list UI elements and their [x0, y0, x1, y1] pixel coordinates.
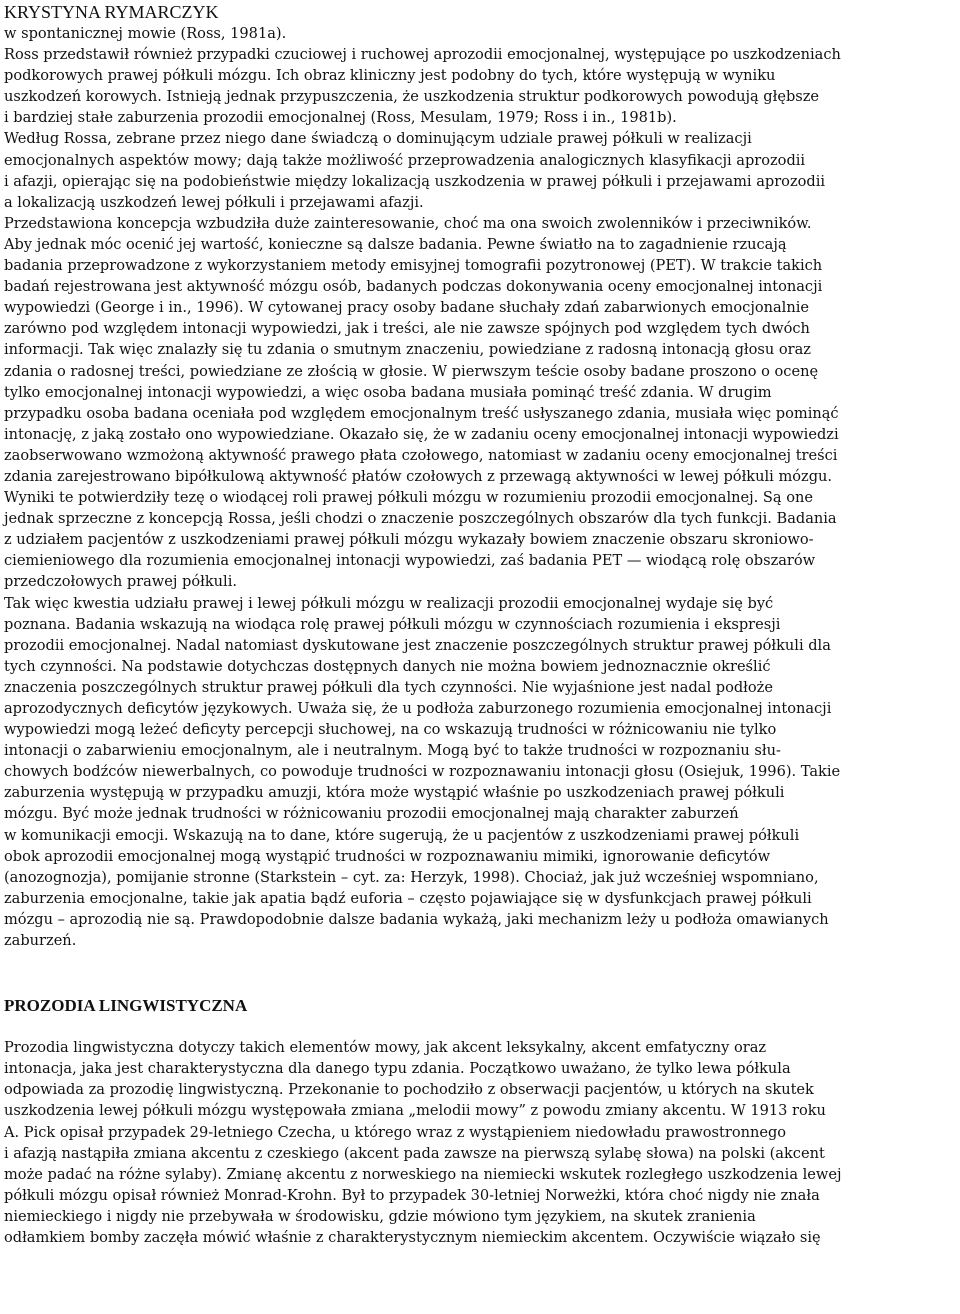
- text-line: mózgu. Być może jednak trudności w różnicowaniu prozodii emocjonalnej mają charakter zaburzeń: [4, 805, 739, 823]
- text-line: badania przeprowadzone z wykorzystaniem metody emisyjnej tomografii pozytronowej (PET). W trakcie takich: [4, 257, 823, 275]
- text-line: intonacja, jaka jest charakterystyczna dla danego typu zdania. Początkowo uważano, że tylko lewa półkula: [4, 1060, 791, 1078]
- text-line: a lokalizacją uszkodzeń lewej półkuli i przejawami afazji.: [4, 193, 424, 211]
- text-line: w spontanicznej mowie (Ross, 1981a).: [4, 25, 287, 42]
- text-line: Tak więc kwestia udziału prawej i lewej półkuli mózgu w realizacji prozodii emocjonalnej wydaje się być: [4, 594, 774, 612]
- text-line: intonację, z jaką zostało ono wypowiedziane. Okazało się, że w zadaniu oceny emocjonalnej intonacji wypowiedzi: [4, 425, 839, 443]
- text-line: jednak sprzeczne z koncepcją Rossa, jeśli chodzi o znaczenie poszczególnych obszarów dla tych funkcji. Badania: [4, 510, 837, 528]
- text-line: wypowiedzi (George i in., 1996). W cytowanej pracy osoby badane słuchały zdań zabarwionych emocjonalnie: [4, 299, 810, 317]
- text-line: chowych bodźców niewerbalnych, co powoduje trudności w rozpoznawaniu intonacji głosu (Osiejuk, 1996). Takie: [4, 763, 841, 781]
- text-line: i afazją nastąpiła zmiana akcentu z czeskiego (akcent pada zawsze na pierwszą sylabę słowa) na polski (akcent: [4, 1144, 825, 1162]
- text-line: tych czynności. Na podstawie dotychczas dostępnych danych nie można bowiem jednoznacznie określić: [4, 657, 771, 675]
- text-line: badań rejestrowana jest aktywność mózgu osób, badanych podczas dokonywania oceny emocjonalnej intonacji: [4, 278, 823, 296]
- text-line: obok aprozodii emocjonalnej mogą wystąpić trudności w rozpoznawaniu mimiki, ignorowanie deficytów: [4, 847, 771, 865]
- section-gap: [4, 951, 952, 993]
- text-line: uszkodzeń korowych. Istnieją jednak przypuszczenia, że uszkodzenia struktur podkorowych powodują głębsze: [4, 88, 820, 106]
- text-line: niemieckiego i nigdy nie przebywała w środowisku, gdzie mówiono tym językiem, na skutek zranienia: [4, 1207, 756, 1225]
- text-line: Aby jednak móc ocenić jej wartość, konieczne są dalsze badania. Pewne światło na to zagadnienie rzucają: [4, 235, 787, 253]
- text-line: prozodii emocjonalnej. Nadal natomiast dyskutowane jest znaczenie poszczególnych struktur prawej półkuli dla: [4, 636, 831, 654]
- text-line: przypadku osoba badana oceniała pod względem emocjonalnym treść usłyszanego zdania, musiała więc pominąć: [4, 404, 839, 422]
- text-line: intonacji o zabarwieniu emocjonalnym, ale i neutralnym. Mogą być to także trudności w rozpoznaniu słu-: [4, 742, 781, 760]
- text-line: półkuli mózgu opisał również Monrad-Krohn. Był to przypadek 30-letniej Norweżki, która choć nigdy nie znała: [4, 1186, 820, 1204]
- text-line: zaburzeń.: [4, 932, 77, 950]
- text-line: Przedstawiona koncepcja wzbudziła duże zainteresowanie, choć ma ona swoich zwolenników i przeciwników.: [4, 214, 812, 232]
- text-line: zaburzenia emocjonalne, takie jak apatia bądź euforia – często pojawiające się w dysfunkcjach prawej półkuli: [4, 889, 812, 907]
- text-line: i bardziej stałe zaburzenia prozodii emocjonalnej (Ross, Mesulam, 1979; Ross i in., 1981b).: [4, 109, 677, 127]
- text-line: A. Pick opisał przypadek 29-letniego Czecha, u którego wraz z wystąpieniem niedowładu prawostronnego: [4, 1123, 787, 1141]
- text-line: w komunikacji emocji. Wskazują na to dane, które sugerują, że u pacjentów z uszkodzeniami prawej półkuli: [4, 826, 800, 844]
- body-text-main: [4, 23, 952, 951]
- text-line: odłamkiem bomby zaczęła mówić właśnie z charakterystycznym niemieckim akcentem. Oczywiście wiązało się: [4, 1228, 821, 1246]
- text-line: emocjonalnych aspektów mowy; dają także możliwość przeprowadzenia analogicznych klasyfikacji aprozodii: [4, 151, 806, 169]
- section-heading-wrap: [4, 993, 952, 1017]
- text-line: ciemieniowego dla rozumienia emocjonalnej intonacji wypowiedzi, zaś badania PET — wiodącą rolę obszarów: [4, 552, 816, 570]
- text-line: zaburzenia występują w przypadku amuzji, która może wystąpić właśnie po uszkodzeniach prawej półkuli: [4, 784, 785, 802]
- text-line: Prozodia lingwistyczna dotyczy takich elementów mowy, jak akcent leksykalny, akcent emfatyczny oraz: [4, 1039, 767, 1057]
- body-text-section: [4, 1037, 952, 1248]
- text-line: znaczenia poszczególnych struktur prawej półkuli dla tych czynności. Nie wyjaśnione jest nadal podłoże: [4, 678, 773, 696]
- section-heading: PROZODIA LINGWISTYCZNA: [4, 996, 248, 1016]
- text-line: i afazji, opierając się na podobieństwie między lokalizacją uszkodzenia w prawej półkuli i przejawami aprozodii: [4, 172, 826, 190]
- text-line: Według Rossa, zebrane przez niego dane świadczą o dominującym udziale prawej półkuli w realizacji: [4, 130, 752, 148]
- text-line: (anozognozja), pomijanie stronne (Starkstein – cyt. za: Herzyk, 1998). Chociaż, jak już wcześniej wspomniano,: [4, 868, 819, 886]
- text-line: tylko emocjonalnej intonacji wypowiedzi, a więc osoba badana musiała pominąć treść zdania. W drugim: [4, 383, 772, 401]
- text-line: zarówno pod względem intonacji wypowiedzi, jak i treści, ale nie zawsze spójnych pod względem tych dwóch: [4, 320, 810, 338]
- text-line: wypowiedzi mogą leżeć deficyty percepcji słuchowej, na co wskazują trudności w różnicowaniu nie tylko: [4, 721, 777, 739]
- text-line: podkorowych prawej półkuli mózgu. Ich obraz kliniczny jest podobny do tych, które występują w wyniku: [4, 67, 776, 85]
- text-line: zdania zarejestrowano bipółkulową aktywność płatów czołowych z przewagą aktywności w lewej półkuli mózgu.: [4, 467, 833, 485]
- text-line: może padać na różne sylaby). Zmianę akcentu z norweskiego na niemiecki wskutek rozległego uszkodzenia lewej: [4, 1165, 842, 1183]
- text-line: przedczołowych prawej półkuli.: [4, 573, 238, 591]
- text-line: aprozodycznych deficytów językowych. Uważa się, że u podłoża zaburzonego rozumienia emocjonalnej intonacji: [4, 700, 832, 717]
- text-line: zdania o radosnej treści, powiedziane ze złością w głosie. W pierwszym teście osoby badane proszono o ocenę: [4, 362, 819, 380]
- text-line: uszkodzenia lewej półkuli mózgu występowała zmiana „melodii mowy” z powodu zmiany akcentu. W 1913 roku: [4, 1102, 826, 1120]
- text-line: informacji. Tak więc znalazły się tu zdania o smutnym znaczeniu, powiedziane z radosną intonacją głosu oraz: [4, 341, 811, 359]
- text-line: zaobserwowano wzmożoną aktywność prawego płata czołowego, natomiast w zadaniu oceny emocjonalnej treści: [4, 446, 838, 464]
- text-line: z udziałem pacjentów z uszkodzeniami prawej półkuli mózgu wykazały bowiem znaczenie obszaru skroniowo-: [4, 531, 814, 549]
- text-line: Ross przedstawił również przypadki czuciowej i ruchowej aprozodii emocjonalnej, występujące po uszkodzeniach: [4, 46, 841, 64]
- text-line: mózgu – aprozodią nie są. Prawdopodobnie dalsze badania wykażą, jaki mechanizm leży u podłoża omawianych: [4, 910, 829, 928]
- text-line: odpowiada za prozodię lingwistyczną. Przekonanie to pochodziło z obserwacji pacjentów, u których na skutek: [4, 1081, 814, 1099]
- text-line: poznana. Badania wskazują na wiodąca rolę prawej półkuli mózgu w czynnościach rozumienia i ekspresji: [4, 615, 781, 633]
- text-line: Wyniki te potwierdziły tezę o wiodącej roli prawej półkuli mózgu w rozumieniu prozodii emocjonalnej. Są one: [4, 489, 813, 507]
- running-header-author: KRYSTYNA RYMARCZYK: [4, 2, 219, 22]
